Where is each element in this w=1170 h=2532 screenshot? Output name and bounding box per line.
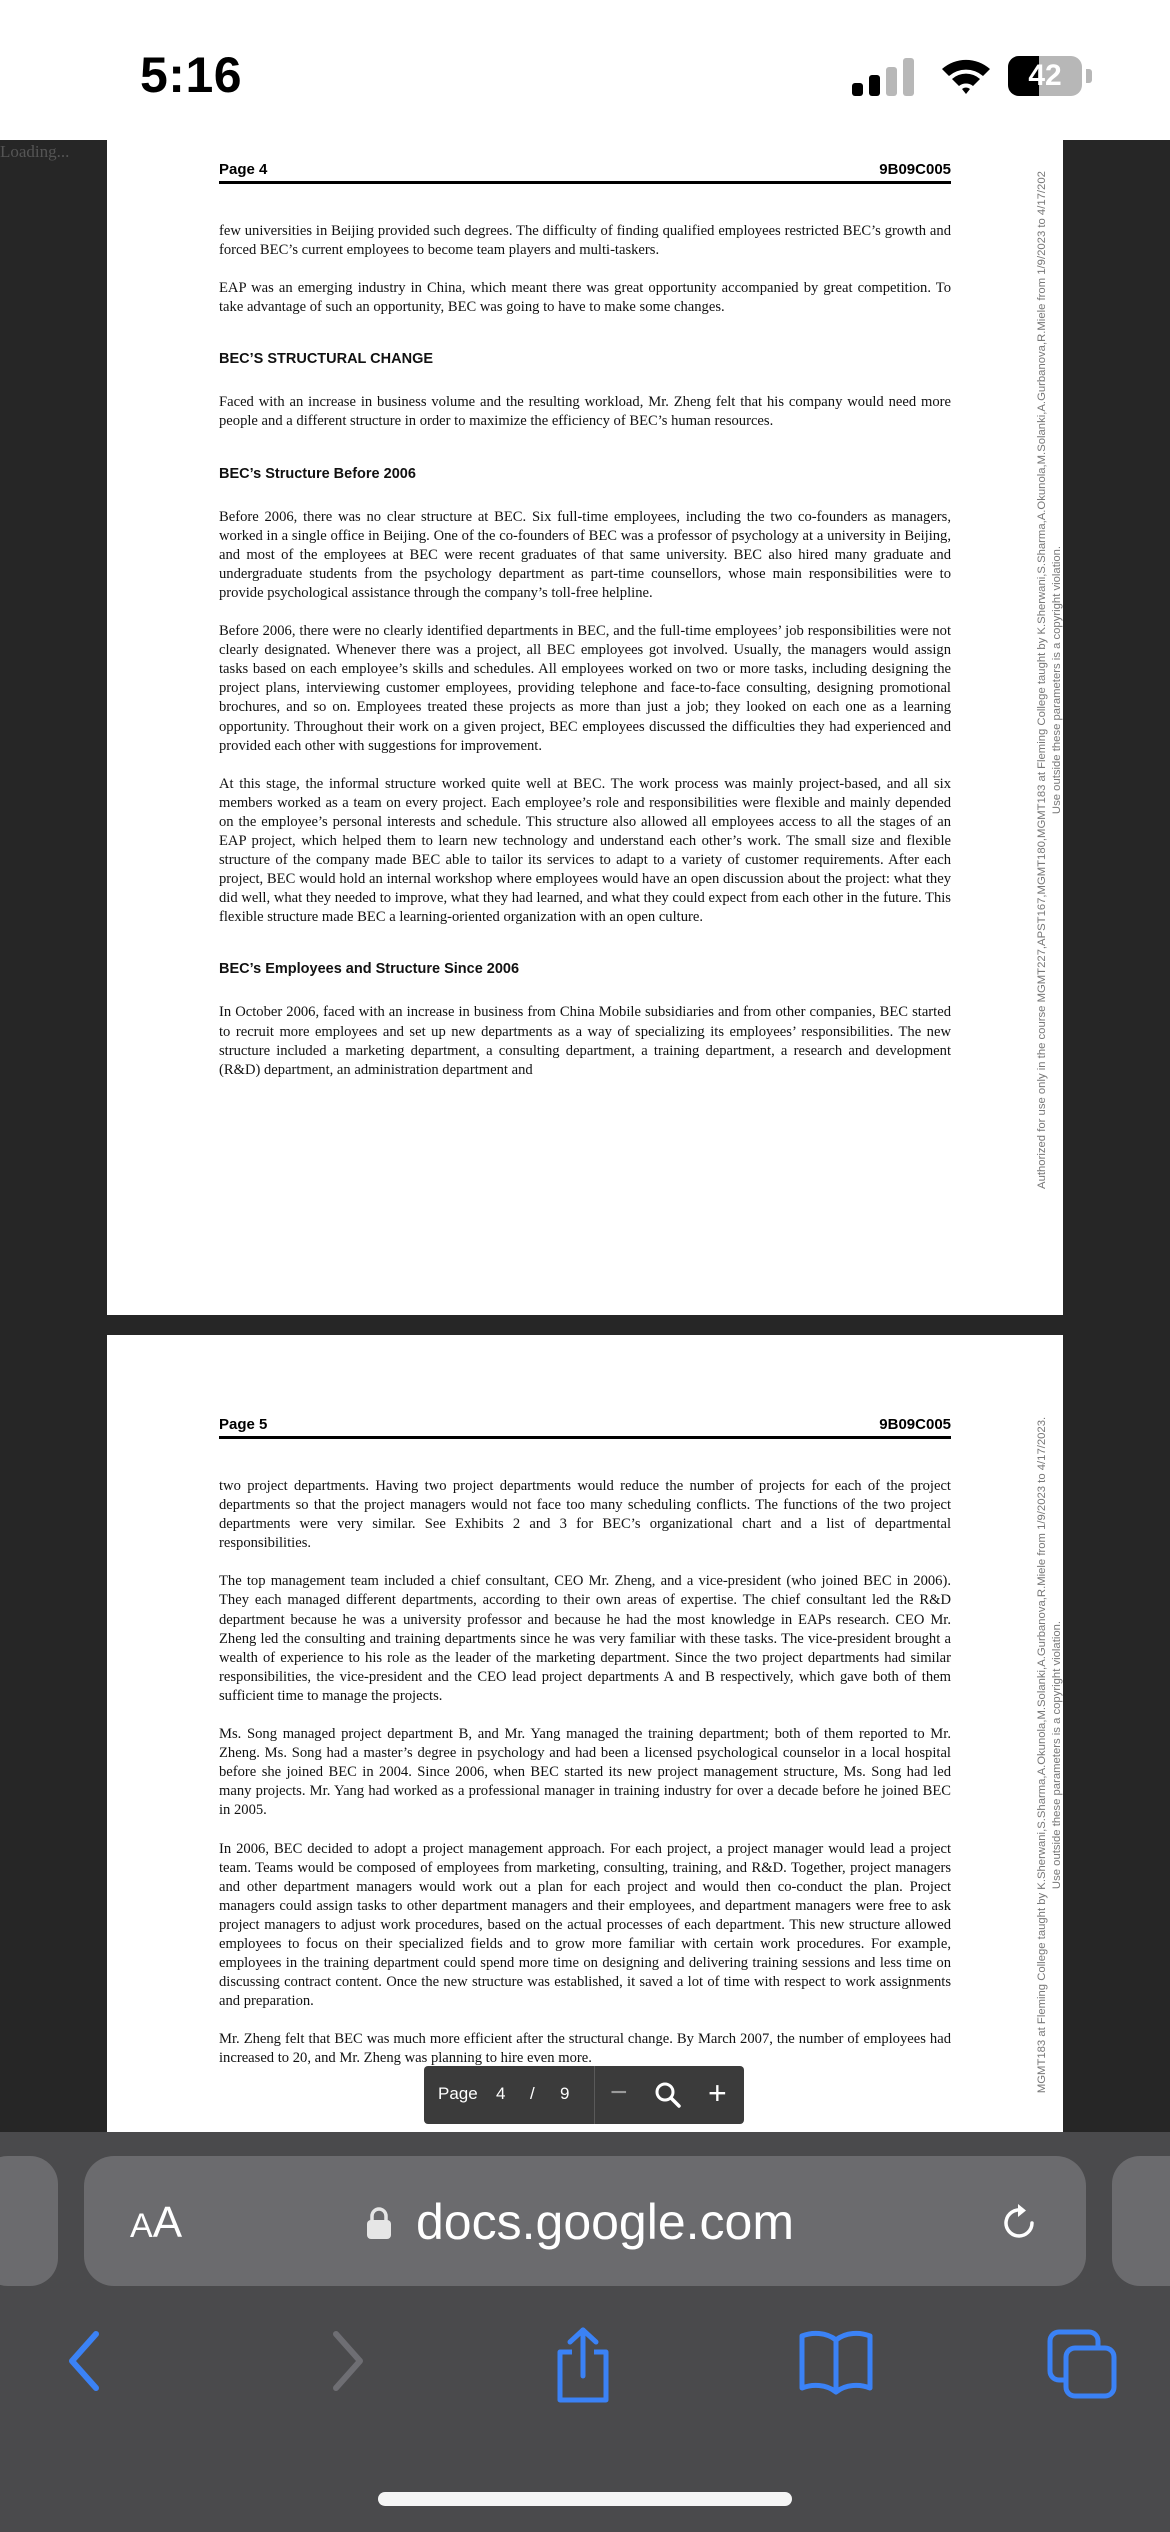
copyright-notice: Use outside these parameters is a copyright violation. xyxy=(1051,545,1063,815)
paragraph: The top management team included a chief consultant, CEO Mr. Zheng, and a vice-president (who joined BEC in 2006). They each managed different departments, according to their own areas of expertise. The chief consultant led the R&D department because he was a university professor and because he had the most knowledge in EAPs research. CEO Mr. Zheng led the consulting and training departments since he was very familiar with these tasks. The vice-president brought a wealth of experience to his role as the leader of the marketing department. Since the two project departments had similar responsibilities, the vice-president and the CEO lead project departments A and B respectively, which gave both of them sufficient time to manage the projects. xyxy=(219,1573,951,1704)
section-heading: BEC’s Structure Before 2006 xyxy=(219,465,416,482)
section-heading: BEC’s Employees and Structure Since 2006 xyxy=(219,961,520,978)
reload-icon[interactable] xyxy=(996,2200,1042,2246)
paragraph: At this stage, the informal structure worked quite well at BEC. The work process was mainly project-based, and all six members worked as a team on every project. Each employee’s role and responsibilities were flexible and mainly depended on the employee’s personal interests and schedule. This structure also allowed all employees access to all the stages of an EAP project, which helped them to learn new technology and understand each other’s work. The small size and flexible structure of the company made BEC able to tailor its services to adapt to a variety of customer requirements. After each project, BEC would hold an internal workshop where employees would have an open discussion about the project: what they did well, what they needed to improve, what they had learned, and what they could expect from each other in the future. This flexible structure made BEC a learning-oriented organization with an open culture. xyxy=(219,775,951,926)
paragraph: EAP was an emerging industry in China, which meant there was great opportunity accompanied by great competition. To take advantage of such an opportunity, BEC was going to have to make some changes. xyxy=(219,280,951,316)
copyright-sidebar xyxy=(1007,1335,1063,2132)
home-indicator xyxy=(378,2492,792,2506)
battery-indicator xyxy=(1008,56,1092,96)
book-icon[interactable] xyxy=(796,2326,876,2396)
paragraph: Mr. Zheng felt that BEC was much more efficient after the structural change. By March 2007, the number of employees had increased to 20, and Mr. Zheng was planning to hire even more. xyxy=(219,2031,951,2067)
pdf-page-5 xyxy=(107,1335,1063,2132)
page-body xyxy=(219,222,951,1099)
status-time: 5:16 xyxy=(140,47,243,103)
case-code: 9B09C005 xyxy=(879,161,951,178)
zoom-out-button[interactable]: − xyxy=(610,2076,628,2109)
paragraph: few universities in Beijing provided such degrees. The difficulty of finding qualified employees restricted BEC’s growth and forced BEC’s current employees to become team players and multi-taskers. xyxy=(219,223,951,259)
copyright-sidebar xyxy=(1007,140,1063,1280)
battery-percent: 42 xyxy=(1028,59,1062,92)
paragraph: Before 2006, there were no clearly identified departments in BEC, and the full-time employees’ job responsibilities were not clearly designated. Whenever there was a project, all BEC employees got involved. Usually, the managers would assign tasks based on each employee’s skills and schedules. All employees worked on two or more tasks, including designing the project plans, interviewing customer employees, providing telephone and face-to-face consulting, designing promotional brochures, and so on. Employees treated these projects as more than just a job; they looked on each one as a learning opportunity. Throughout their work on a given project, BEC employees discussed the difficulties they had experienced and provided each other with suggestions for improvement. xyxy=(219,623,951,754)
tabs-icon[interactable] xyxy=(1044,2326,1120,2402)
section-heading: BEC’S STRUCTURAL CHANGE xyxy=(219,351,434,368)
copyright-line: MGMT183 at Fleming College taught by K.Sherwani,S.Sharma,A.Okunola,M.Solanki,A.Gurbanova,R.Miele from 1/9/2023 to 4/17/2023. xyxy=(1036,1416,1048,2094)
address-bar[interactable] xyxy=(84,2156,1086,2286)
page-number-label: Page 5 xyxy=(219,1416,268,1433)
chevron-left-icon[interactable] xyxy=(62,2326,112,2396)
page-number-label: Page 4 xyxy=(219,161,268,178)
document-viewer[interactable] xyxy=(0,140,1170,2132)
paragraph: In 2006, BEC decided to adopt a project management approach. For each project, a project manager would lead a project team. Teams would be composed of employees from marketing, consulting, training, and R&D. Together, project managers and other department managers would work out a plan for each project and would then co-conduct the plan. Project managers could assign tasks to other department managers and their employees, and department managers were free to ask project managers to adjust work procedures, based on the actual processes of each department. This new structure allowed employees to focus on their specialized fields and to grow more familiar with certain work procedures. For example, employees in the training department could spend more time on designing and delivering training sessions and less time on discussing contract content. Once the new structure was established, it saved a lot of time with respect to work assignments and preparation. xyxy=(219,1840,951,2010)
zoom-icon[interactable] xyxy=(654,2081,682,2109)
wifi-icon xyxy=(940,56,992,96)
url-text[interactable]: docs.google.com xyxy=(416,2194,795,2250)
case-code: 9B09C005 xyxy=(879,1416,951,1433)
reader-settings-button[interactable]: AA xyxy=(130,2198,183,2247)
zoom-in-button[interactable]: + xyxy=(708,2075,727,2111)
copyright-notice: Use outside these parameters is a copyright violation. xyxy=(1051,1620,1063,1890)
paragraph: Before 2006, there was no clear structure at BEC. Six full-time employees, including the two co-founders as managers, worked in a single office in Beijing. One of the co-founders of BEC was a professor of psychology at a university in Beijing, and most of the employees at BEC were recent graduates of that same university. BEC also hired many graduate and undergraduate students from the psychology department as part-time counsellors, whose main responsibilities were to provide psychological assistance through the company’s toll-free helpline. xyxy=(219,508,951,601)
chevron-right-icon[interactable] xyxy=(320,2326,370,2396)
copyright-line: Authorized for use only in the course MGMT227,APST167,MGMT180,MGMT183 at Fleming College taught by K.Sherwani,S.Sharma,A.Okunola,M.Solanki,A.Gurbanova,R.Miele from 1/9/2023 to 4/17/202 xyxy=(1036,171,1048,1189)
page-separator: / xyxy=(530,2084,535,2103)
browser-toolbar xyxy=(0,2132,1170,2532)
toolbar-divider xyxy=(594,2066,595,2124)
pdf-page-4 xyxy=(107,140,1063,1315)
status-bar xyxy=(0,0,1170,140)
paragraph: Faced with an increase in business volume and the resulting workload, Mr. Zheng felt that his company would need more people and a different structure in order to maximize the efficiency of BEC’s human resources. xyxy=(219,394,951,430)
paragraph: In October 2006, faced with an increase in business from China Mobile subsidiaries and from other companies, BEC started to recruit more employees and set up new departments as a way of specializing its employees’ responsibilities. The new structure included a marketing department, a consulting department, a training department, a research and development (R&D) department, an administration department and xyxy=(219,1004,951,1078)
pdf-page-toolbar xyxy=(424,2066,744,2124)
cellular-signal-icon xyxy=(852,58,916,96)
page-header xyxy=(219,1411,951,1439)
current-page-input[interactable]: 4 xyxy=(496,2084,506,2103)
page-label: Page xyxy=(438,2084,478,2103)
next-tab-preview[interactable] xyxy=(1112,2156,1170,2286)
previous-tab-preview[interactable] xyxy=(0,2156,58,2286)
paragraph: Ms. Song managed project department B, and Mr. Yang managed the training department; both of them reported to Mr. Zheng. Ms. Song had a master’s degree in psychology and had been a licensed psychological counselor in a local hospital before she joined BEC in 2004. Since 2006, when BEC started its new project management structure, Ms. Song had led many projects. Mr. Yang had worked as a professional manager in training industry for over a decade before he joined BEC in 2005. xyxy=(219,1726,951,1819)
loading-text: Loading... xyxy=(0,142,70,161)
page-body xyxy=(219,1477,951,2088)
total-pages: 9 xyxy=(560,2084,570,2103)
paragraph: two project departments. Having two project departments would reduce the number of projects for each of the project departments so that the project managers would not face too many scheduling conflicts. The functions of the two project departments were very similar. See Exhibits 2 and 3 for BEC’s organizational chart and a list of departmental responsibilities. xyxy=(219,1478,951,1552)
lock-icon xyxy=(366,2206,392,2240)
page-header xyxy=(219,156,951,184)
share-icon[interactable] xyxy=(548,2326,618,2406)
